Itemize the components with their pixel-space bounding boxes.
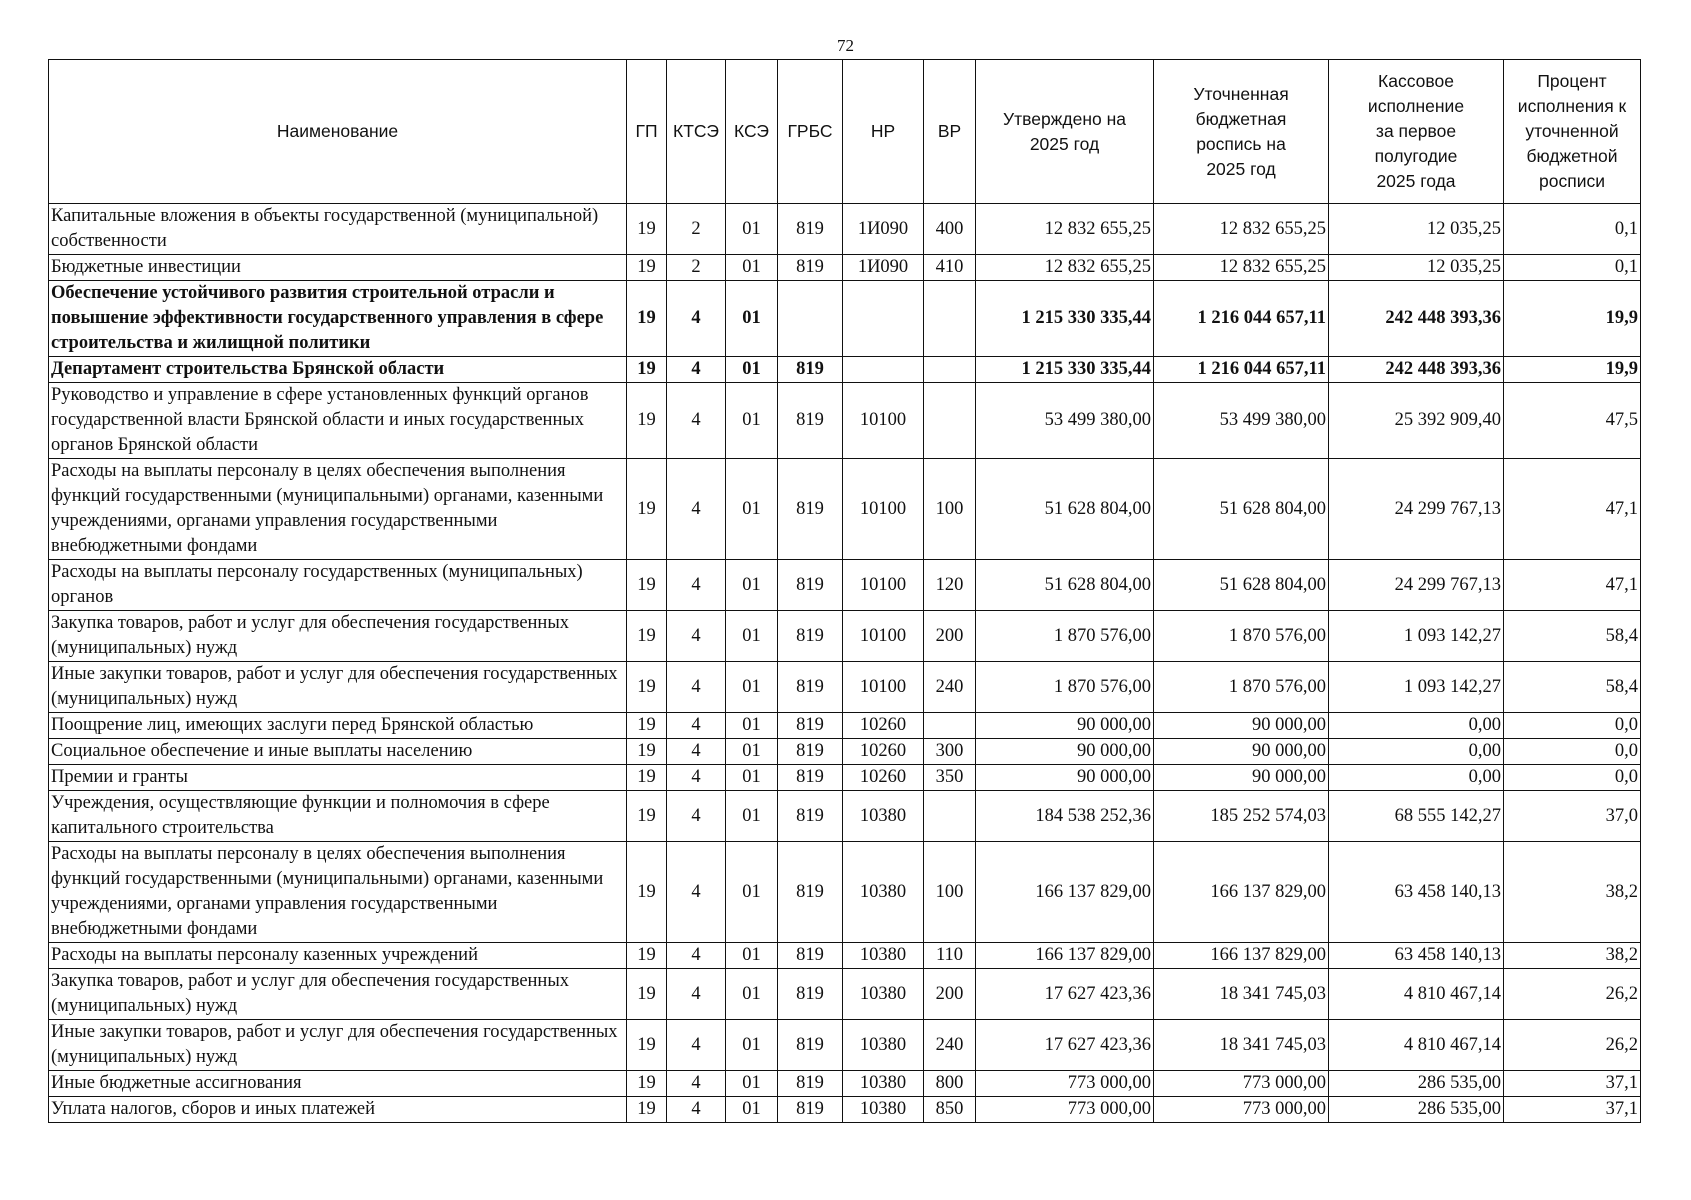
cell-ktse: 4: [667, 791, 726, 842]
table-row: [49, 1071, 1641, 1097]
cell-approved: 90 000,00: [976, 765, 1154, 791]
cell-np: 10100: [843, 560, 924, 611]
cell-cash: 0,00: [1329, 765, 1504, 791]
cell-kse: 01: [726, 791, 778, 842]
cell-percent: 19,9: [1504, 281, 1641, 357]
cell-grbs: 819: [778, 1020, 843, 1071]
table-row: [49, 281, 1641, 357]
header-approved: Утверждено на 2025 год: [976, 60, 1154, 204]
cell-approved: 166 137 829,00: [976, 943, 1154, 969]
cell-kse: 01: [726, 713, 778, 739]
table-row: [49, 943, 1641, 969]
cell-name: Учреждения, осуществляющие функции и полномочия в сфере капитального строительства: [49, 791, 627, 842]
header-cash: Кассовое исполнение за первое полугодие 2025 года: [1329, 60, 1504, 204]
cell-vr: 850: [924, 1097, 976, 1123]
cell-ktse: 4: [667, 611, 726, 662]
header-np: НР: [843, 60, 924, 204]
cell-grbs: 819: [778, 459, 843, 560]
cell-ktse: 4: [667, 383, 726, 459]
cell-gp: 19: [627, 281, 667, 357]
cell-kse: 01: [726, 357, 778, 383]
cell-gp: 19: [627, 383, 667, 459]
table-row: [49, 459, 1641, 560]
cell-cash: 12 035,25: [1329, 204, 1504, 255]
cell-ktse: 4: [667, 969, 726, 1020]
cell-kse: 01: [726, 662, 778, 713]
cell-refined: 773 000,00: [1154, 1097, 1329, 1123]
cell-name: Премии и гранты: [49, 765, 627, 791]
cell-vr: [924, 791, 976, 842]
cell-approved: 773 000,00: [976, 1071, 1154, 1097]
budget-table: [48, 59, 1641, 1123]
cell-ktse: 4: [667, 662, 726, 713]
cell-np: 10100: [843, 459, 924, 560]
cell-gp: 19: [627, 1020, 667, 1071]
cell-ktse: 2: [667, 255, 726, 281]
cell-grbs: 819: [778, 713, 843, 739]
cell-ktse: 4: [667, 842, 726, 943]
cell-ktse: 4: [667, 1097, 726, 1123]
cell-ktse: 4: [667, 713, 726, 739]
cell-grbs: 819: [778, 383, 843, 459]
cell-cash: 286 535,00: [1329, 1071, 1504, 1097]
header-ktse: КТСЭ: [667, 60, 726, 204]
cell-vr: 350: [924, 765, 976, 791]
cell-cash: 286 535,00: [1329, 1097, 1504, 1123]
cell-refined: 166 137 829,00: [1154, 842, 1329, 943]
cell-grbs: 819: [778, 357, 843, 383]
header-percent: Процент исполнения к уточненной бюджетной росписи: [1504, 60, 1641, 204]
cell-approved: 773 000,00: [976, 1097, 1154, 1123]
cell-percent: 47,1: [1504, 459, 1641, 560]
cell-grbs: 819: [778, 765, 843, 791]
cell-name: Расходы на выплаты персоналу казенных учреждений: [49, 943, 627, 969]
cell-grbs: 819: [778, 1071, 843, 1097]
cell-percent: 26,2: [1504, 969, 1641, 1020]
cell-vr: 120: [924, 560, 976, 611]
cell-name: Департамент строительства Брянской области: [49, 357, 627, 383]
cell-np: 10380: [843, 969, 924, 1020]
cell-kse: 01: [726, 281, 778, 357]
cell-refined: 12 832 655,25: [1154, 255, 1329, 281]
cell-cash: 63 458 140,13: [1329, 943, 1504, 969]
cell-name: Руководство и управление в сфере установленных функций органов государственной власти Брянской области и иных государственных органов Брянской области: [49, 383, 627, 459]
cell-grbs: 819: [778, 662, 843, 713]
cell-gp: 19: [627, 662, 667, 713]
header-vr: ВР: [924, 60, 976, 204]
cell-ktse: 4: [667, 560, 726, 611]
cell-vr: 100: [924, 842, 976, 943]
cell-refined: 53 499 380,00: [1154, 383, 1329, 459]
cell-percent: 0,0: [1504, 713, 1641, 739]
cell-gp: 19: [627, 357, 667, 383]
cell-refined: 90 000,00: [1154, 713, 1329, 739]
cell-kse: 01: [726, 765, 778, 791]
table-row: [49, 969, 1641, 1020]
cell-kse: 01: [726, 1097, 778, 1123]
table-row: [49, 842, 1641, 943]
cell-cash: 4 810 467,14: [1329, 969, 1504, 1020]
cell-np: 10100: [843, 662, 924, 713]
cell-gp: 19: [627, 969, 667, 1020]
cell-percent: 0,1: [1504, 204, 1641, 255]
table-row: [49, 713, 1641, 739]
cell-refined: 185 252 574,03: [1154, 791, 1329, 842]
cell-cash: 0,00: [1329, 739, 1504, 765]
table-row: [49, 255, 1641, 281]
cell-np: 10380: [843, 1020, 924, 1071]
cell-vr: 300: [924, 739, 976, 765]
cell-ktse: 4: [667, 281, 726, 357]
table-row: [49, 791, 1641, 842]
cell-percent: 37,0: [1504, 791, 1641, 842]
cell-name: Расходы на выплаты персоналу в целях обеспечения выполнения функций государственными (муниципальными) органами, казенными учреждениями, органами управления государственными внебюджетными фондами: [49, 842, 627, 943]
table-row: [49, 383, 1641, 459]
cell-gp: 19: [627, 739, 667, 765]
cell-percent: 37,1: [1504, 1097, 1641, 1123]
cell-ktse: 4: [667, 943, 726, 969]
cell-vr: 100: [924, 459, 976, 560]
cell-vr: 240: [924, 1020, 976, 1071]
cell-vr: [924, 281, 976, 357]
cell-vr: [924, 357, 976, 383]
cell-approved: 1 870 576,00: [976, 611, 1154, 662]
cell-approved: 1 215 330 335,44: [976, 357, 1154, 383]
cell-percent: 47,1: [1504, 560, 1641, 611]
cell-ktse: 4: [667, 459, 726, 560]
cell-vr: 200: [924, 969, 976, 1020]
cell-grbs: 819: [778, 739, 843, 765]
cell-ktse: 4: [667, 1071, 726, 1097]
cell-vr: [924, 713, 976, 739]
cell-np: 10380: [843, 1097, 924, 1123]
cell-kse: 01: [726, 255, 778, 281]
cell-name: Закупка товаров, работ и услуг для обеспечения государственных (муниципальных) нужд: [49, 611, 627, 662]
cell-cash: 0,00: [1329, 713, 1504, 739]
cell-cash: 12 035,25: [1329, 255, 1504, 281]
table-body: [49, 204, 1641, 1123]
cell-np: 1И090: [843, 204, 924, 255]
cell-ktse: 2: [667, 204, 726, 255]
cell-refined: 12 832 655,25: [1154, 204, 1329, 255]
cell-np: 10100: [843, 383, 924, 459]
cell-vr: 110: [924, 943, 976, 969]
cell-name: Иные закупки товаров, работ и услуг для обеспечения государственных (муниципальных) нужд: [49, 662, 627, 713]
cell-ktse: 4: [667, 357, 726, 383]
cell-cash: 242 448 393,36: [1329, 281, 1504, 357]
cell-grbs: 819: [778, 1097, 843, 1123]
table-row: [49, 662, 1641, 713]
cell-grbs: 819: [778, 943, 843, 969]
cell-approved: 90 000,00: [976, 713, 1154, 739]
cell-refined: 1 216 044 657,11: [1154, 357, 1329, 383]
table-row: [49, 611, 1641, 662]
cell-kse: 01: [726, 611, 778, 662]
cell-ktse: 4: [667, 765, 726, 791]
cell-grbs: [778, 281, 843, 357]
cell-name: Поощрение лиц, имеющих заслуги перед Брянской областью: [49, 713, 627, 739]
cell-name: Расходы на выплаты персоналу государственных (муниципальных) органов: [49, 560, 627, 611]
cell-approved: 90 000,00: [976, 739, 1154, 765]
cell-name: Бюджетные инвестиции: [49, 255, 627, 281]
header-kse: КСЭ: [726, 60, 778, 204]
cell-gp: 19: [627, 1097, 667, 1123]
cell-approved: 51 628 804,00: [976, 459, 1154, 560]
cell-gp: 19: [627, 459, 667, 560]
table-row: [49, 560, 1641, 611]
cell-kse: 01: [726, 560, 778, 611]
cell-np: 10100: [843, 611, 924, 662]
cell-kse: 01: [726, 842, 778, 943]
cell-cash: 24 299 767,13: [1329, 560, 1504, 611]
cell-vr: 800: [924, 1071, 976, 1097]
cell-percent: 38,2: [1504, 842, 1641, 943]
cell-name: Закупка товаров, работ и услуг для обеспечения государственных (муниципальных) нужд: [49, 969, 627, 1020]
cell-kse: 01: [726, 1020, 778, 1071]
cell-ktse: 4: [667, 1020, 726, 1071]
cell-percent: 47,5: [1504, 383, 1641, 459]
cell-kse: 01: [726, 1071, 778, 1097]
cell-gp: 19: [627, 204, 667, 255]
cell-percent: 0,0: [1504, 739, 1641, 765]
cell-refined: 773 000,00: [1154, 1071, 1329, 1097]
cell-vr: 200: [924, 611, 976, 662]
cell-kse: 01: [726, 204, 778, 255]
cell-refined: 18 341 745,03: [1154, 1020, 1329, 1071]
header-name: Наименование: [49, 60, 627, 204]
cell-percent: 38,2: [1504, 943, 1641, 969]
cell-np: 10260: [843, 739, 924, 765]
table-row: [49, 739, 1641, 765]
page-number: 72: [837, 36, 854, 55]
cell-gp: 19: [627, 560, 667, 611]
cell-np: [843, 357, 924, 383]
cell-gp: 19: [627, 611, 667, 662]
cell-name: Иные закупки товаров, работ и услуг для обеспечения государственных (муниципальных) нужд: [49, 1020, 627, 1071]
cell-grbs: 819: [778, 611, 843, 662]
cell-refined: 90 000,00: [1154, 739, 1329, 765]
cell-approved: 17 627 423,36: [976, 969, 1154, 1020]
cell-approved: 12 832 655,25: [976, 255, 1154, 281]
table-row: [49, 204, 1641, 255]
cell-vr: [924, 383, 976, 459]
cell-approved: 17 627 423,36: [976, 1020, 1154, 1071]
cell-grbs: 819: [778, 255, 843, 281]
cell-gp: 19: [627, 842, 667, 943]
cell-cash: 4 810 467,14: [1329, 1020, 1504, 1071]
cell-percent: 58,4: [1504, 662, 1641, 713]
cell-vr: 400: [924, 204, 976, 255]
cell-gp: 19: [627, 1071, 667, 1097]
header-grbs: ГРБС: [778, 60, 843, 204]
cell-kse: 01: [726, 383, 778, 459]
cell-kse: 01: [726, 459, 778, 560]
cell-np: [843, 281, 924, 357]
cell-vr: 240: [924, 662, 976, 713]
cell-refined: 1 870 576,00: [1154, 611, 1329, 662]
cell-cash: 1 093 142,27: [1329, 611, 1504, 662]
cell-np: 10380: [843, 1071, 924, 1097]
cell-np: 10380: [843, 791, 924, 842]
cell-name: Уплата налогов, сборов и иных платежей: [49, 1097, 627, 1123]
cell-cash: 68 555 142,27: [1329, 791, 1504, 842]
cell-cash: 242 448 393,36: [1329, 357, 1504, 383]
cell-kse: 01: [726, 943, 778, 969]
cell-vr: 410: [924, 255, 976, 281]
cell-np: 10260: [843, 713, 924, 739]
table-row: [49, 1097, 1641, 1123]
cell-ktse: 4: [667, 739, 726, 765]
cell-refined: 90 000,00: [1154, 765, 1329, 791]
table-header-row: [49, 60, 1641, 204]
cell-approved: 53 499 380,00: [976, 383, 1154, 459]
cell-approved: 1 870 576,00: [976, 662, 1154, 713]
cell-cash: 24 299 767,13: [1329, 459, 1504, 560]
cell-grbs: 819: [778, 560, 843, 611]
cell-approved: 51 628 804,00: [976, 560, 1154, 611]
cell-approved: 1 215 330 335,44: [976, 281, 1154, 357]
cell-cash: 1 093 142,27: [1329, 662, 1504, 713]
cell-gp: 19: [627, 765, 667, 791]
cell-refined: 51 628 804,00: [1154, 459, 1329, 560]
cell-gp: 19: [627, 713, 667, 739]
cell-refined: 166 137 829,00: [1154, 943, 1329, 969]
cell-percent: 0,0: [1504, 765, 1641, 791]
cell-percent: 58,4: [1504, 611, 1641, 662]
header-gp: ГП: [627, 60, 667, 204]
cell-np: 10380: [843, 842, 924, 943]
cell-name: Капитальные вложения в объекты государственной (муниципальной) собственности: [49, 204, 627, 255]
cell-np: 1И090: [843, 255, 924, 281]
cell-refined: 51 628 804,00: [1154, 560, 1329, 611]
cell-percent: 0,1: [1504, 255, 1641, 281]
cell-grbs: 819: [778, 969, 843, 1020]
cell-refined: 18 341 745,03: [1154, 969, 1329, 1020]
cell-gp: 19: [627, 255, 667, 281]
cell-name: Иные бюджетные ассигнования: [49, 1071, 627, 1097]
header-refined: Уточненная бюджетная роспись на 2025 год: [1154, 60, 1329, 204]
cell-grbs: 819: [778, 791, 843, 842]
table-row: [49, 357, 1641, 383]
cell-cash: 25 392 909,40: [1329, 383, 1504, 459]
cell-gp: 19: [627, 791, 667, 842]
cell-kse: 01: [726, 739, 778, 765]
cell-name: Социальное обеспечение и иные выплаты населению: [49, 739, 627, 765]
cell-refined: 1 216 044 657,11: [1154, 281, 1329, 357]
cell-np: 10380: [843, 943, 924, 969]
cell-name: Обеспечение устойчивого развития строительной отрасли и повышение эффективности государственного управления в сфере строительства и жилищной политики: [49, 281, 627, 357]
cell-gp: 19: [627, 943, 667, 969]
cell-approved: 12 832 655,25: [976, 204, 1154, 255]
cell-grbs: 819: [778, 842, 843, 943]
cell-approved: 166 137 829,00: [976, 842, 1154, 943]
table-row: [49, 1020, 1641, 1071]
cell-cash: 63 458 140,13: [1329, 842, 1504, 943]
cell-kse: 01: [726, 969, 778, 1020]
cell-approved: 184 538 252,36: [976, 791, 1154, 842]
table-row: [49, 765, 1641, 791]
cell-grbs: 819: [778, 204, 843, 255]
cell-name: Расходы на выплаты персоналу в целях обеспечения выполнения функций государственными (муниципальными) органами, казенными учреждениями, органами управления государственными внебюджетными фондами: [49, 459, 627, 560]
cell-percent: 26,2: [1504, 1020, 1641, 1071]
cell-refined: 1 870 576,00: [1154, 662, 1329, 713]
cell-percent: 19,9: [1504, 357, 1641, 383]
cell-np: 10260: [843, 765, 924, 791]
cell-percent: 37,1: [1504, 1071, 1641, 1097]
